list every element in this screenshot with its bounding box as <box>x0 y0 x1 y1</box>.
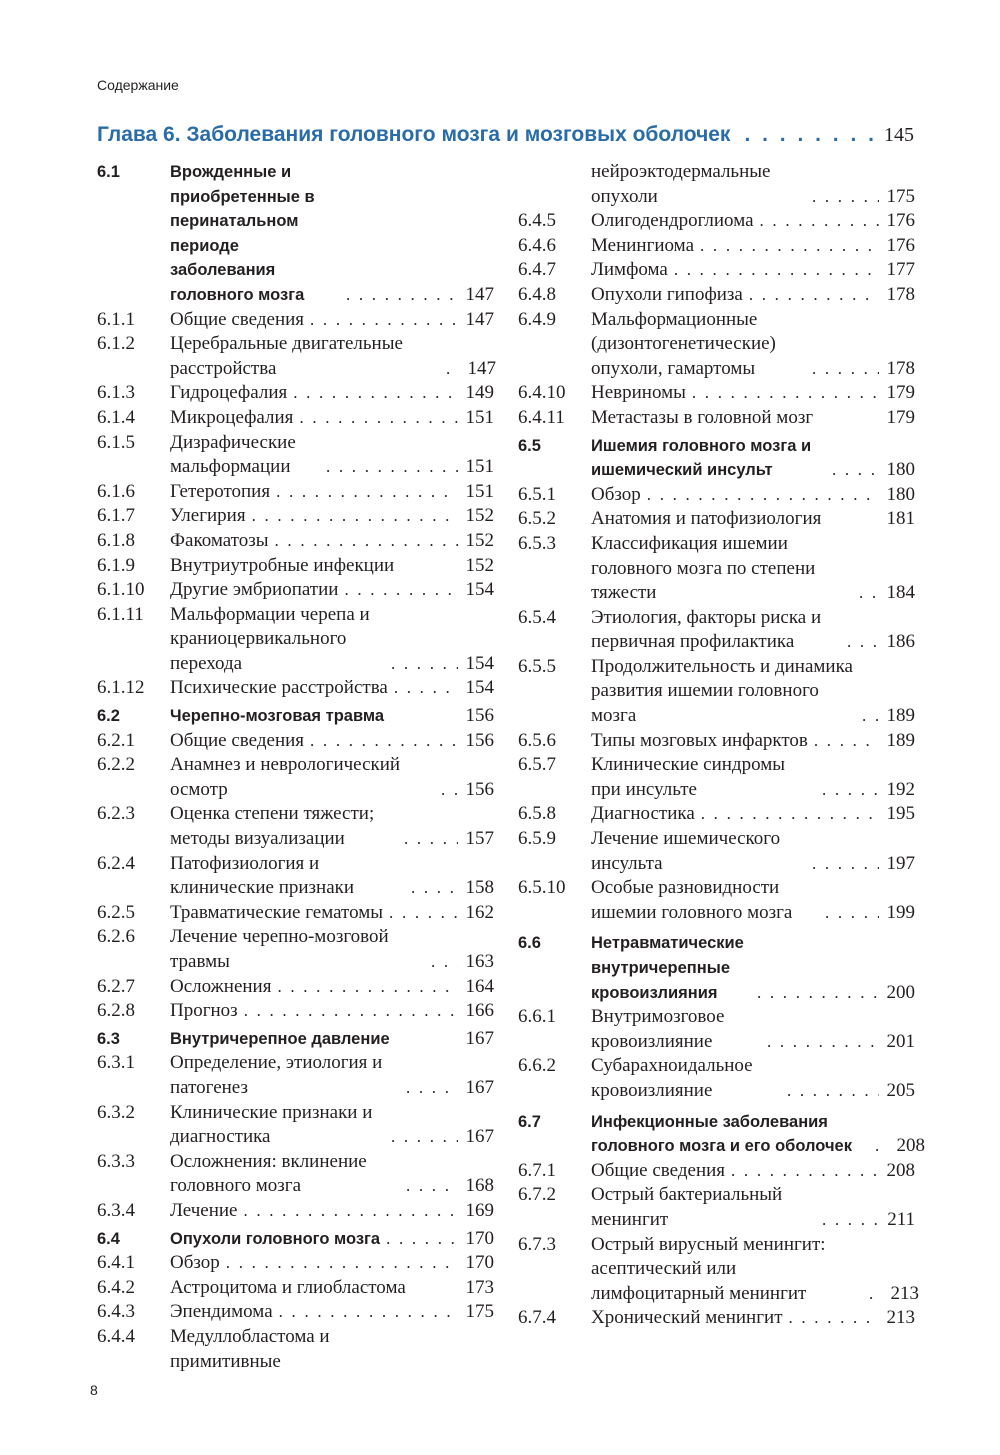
toc-title: Лечение ишемического инсульта <box>591 828 781 874</box>
toc-entry-continued[interactable] <box>518 160 915 209</box>
toc-entry[interactable] <box>518 258 915 283</box>
toc-title: Церебральные двигательные расстройства <box>170 333 403 379</box>
toc-section[interactable] <box>97 1027 494 1052</box>
toc-entry[interactable] <box>518 753 915 802</box>
chapter-leader <box>744 123 878 147</box>
toc-entry[interactable] <box>518 1005 915 1054</box>
toc-number: 6.1.12 <box>97 677 145 699</box>
toc-page: 175 <box>886 185 915 207</box>
toc-page: 201 <box>886 1030 915 1052</box>
toc-section[interactable] <box>518 434 915 483</box>
toc-number: 6.4.2 <box>97 1276 135 1298</box>
toc-number: 6.1.1 <box>97 308 135 330</box>
toc-title: Врожденные и приобретенные в перинатальном периоде заболевания головного мозга <box>170 163 315 304</box>
toc-number: 6.6.2 <box>518 1055 556 1077</box>
toc-number: 6.7.4 <box>518 1307 556 1329</box>
toc-entry[interactable] <box>518 507 915 532</box>
toc-title: Субарахноидальное кровоизлияние <box>591 1055 753 1101</box>
toc-entry[interactable] <box>518 876 915 925</box>
toc-column-right <box>518 160 925 1331</box>
toc-number: 6.4.1 <box>97 1252 135 1274</box>
toc-page: 180 <box>886 483 915 505</box>
toc-entry[interactable] <box>97 975 494 1000</box>
toc-entry[interactable] <box>97 1300 494 1325</box>
toc-title: Продолжительность и динамика развития ишемии головного мозга <box>591 655 853 727</box>
toc-page: 176 <box>886 210 915 232</box>
toc-entry[interactable] <box>97 852 494 901</box>
toc-page: 176 <box>886 234 915 256</box>
toc-page: 189 <box>886 705 915 727</box>
toc-number: 6.7 <box>518 1112 541 1131</box>
toc-title: Осложнения <box>170 975 272 997</box>
chapter-page: 145 <box>884 124 914 146</box>
toc-entry[interactable] <box>97 1199 494 1224</box>
toc-title: Внутричерепное давление <box>170 1029 390 1048</box>
toc-page: 157 <box>465 828 494 850</box>
toc-page: 167 <box>465 1027 494 1049</box>
toc-number: 6.2 <box>97 707 120 726</box>
toc-entry[interactable] <box>97 406 494 431</box>
toc-title: Гидроцефалия <box>170 382 288 404</box>
toc-title: Невриномы <box>591 382 686 404</box>
toc-number: 6.1.8 <box>97 529 135 551</box>
toc-entry[interactable] <box>97 504 494 529</box>
toc-page: 152 <box>465 554 494 576</box>
toc-page: 181 <box>886 508 915 530</box>
toc-page: 208 <box>886 1159 915 1181</box>
toc-page: 180 <box>886 459 915 481</box>
toc-page: 154 <box>465 677 494 699</box>
toc-number: 6.6.1 <box>518 1006 556 1028</box>
toc-page: 152 <box>465 505 494 527</box>
toc-page: 184 <box>886 582 915 604</box>
toc-entry[interactable] <box>518 655 915 729</box>
toc-entry[interactable] <box>97 332 494 381</box>
toc-page: 179 <box>886 382 915 404</box>
toc-number: 6.2.7 <box>97 975 135 997</box>
toc-title: Особые разновидности ишемии головного мозга <box>591 877 793 923</box>
toc-page: 156 <box>465 705 494 727</box>
toc-entry[interactable] <box>97 1325 494 1374</box>
toc-entry[interactable] <box>518 381 915 406</box>
toc-page: 156 <box>465 729 494 751</box>
toc-number: 6.1.5 <box>97 431 135 453</box>
toc-number: 6.7.2 <box>518 1184 556 1206</box>
toc-title: Клинические признаки и диагностика <box>170 1101 373 1148</box>
toc-number: 6.4.3 <box>97 1301 135 1323</box>
toc-page: 151 <box>465 406 494 428</box>
toc-page: 169 <box>465 1199 494 1221</box>
toc-page: 152 <box>465 529 494 551</box>
toc-number: 6.2.5 <box>97 901 135 923</box>
toc-title: Хронический менингит <box>591 1307 783 1329</box>
toc-title: Дизрафические мальформации <box>170 431 296 478</box>
toc-page: 178 <box>886 283 915 305</box>
toc-number: 6.1 <box>97 163 120 181</box>
toc-title: Нетравматические внутричерепные кровоизлияния <box>591 934 744 1002</box>
toc-entry[interactable] <box>518 532 915 606</box>
toc-title: Этиология, факторы риска и первичная профилактика <box>591 606 822 653</box>
toc-title: Опухоли гипофиза <box>591 283 743 305</box>
toc-entry[interactable] <box>518 1054 915 1103</box>
toc-number: 6.4.7 <box>518 259 556 281</box>
toc-title: Анамнез и неврологический осмотр <box>170 754 401 800</box>
toc-title: Олигодендроглиома <box>591 210 754 232</box>
toc-page: 151 <box>465 456 494 478</box>
toc-page: 156 <box>465 778 494 800</box>
toc-number: 6.5.9 <box>518 828 556 850</box>
toc-title: Лимфома <box>591 259 668 281</box>
toc-entry[interactable] <box>97 529 494 554</box>
toc-title: Психические расстройства <box>170 677 388 699</box>
toc-page: 197 <box>886 852 915 874</box>
toc-page: 167 <box>465 1126 494 1148</box>
toc-number: 6.4 <box>97 1229 120 1248</box>
toc-page: 186 <box>886 631 915 653</box>
toc-number: 6.4.11 <box>518 406 565 428</box>
toc-entry[interactable] <box>518 1233 919 1307</box>
toc-entry[interactable] <box>518 606 915 655</box>
toc-page: 211 <box>887 1208 915 1230</box>
toc-page: 149 <box>465 382 494 404</box>
toc-number: 6.1.7 <box>97 505 135 527</box>
toc-title: Внутримозговое кровоизлияние <box>591 1006 725 1052</box>
toc-page: 166 <box>465 1000 494 1022</box>
toc-entry[interactable] <box>97 999 494 1024</box>
toc-section[interactable] <box>97 1227 494 1252</box>
toc-number: 6.5 <box>518 436 541 455</box>
toc-page: 158 <box>465 877 494 899</box>
toc-entry[interactable] <box>518 308 915 382</box>
toc-number: 6.4.8 <box>518 283 556 305</box>
toc-title: Факоматозы <box>170 529 269 551</box>
toc-entry[interactable] <box>97 381 494 406</box>
toc-page: 192 <box>886 778 915 800</box>
toc-number: 6.4.9 <box>518 308 556 330</box>
toc-entry[interactable] <box>518 729 915 754</box>
toc-page: 147 <box>465 308 494 330</box>
toc-entry[interactable] <box>518 1159 915 1184</box>
toc-page: 167 <box>465 1076 494 1098</box>
toc-entry[interactable] <box>518 1306 915 1331</box>
toc-entry[interactable] <box>97 1276 494 1301</box>
toc-page: 147 <box>465 283 494 305</box>
toc-section[interactable] <box>97 704 494 729</box>
toc-title: Острый вирусный менингит: асептический или лимфоцитарный менингит <box>591 1233 826 1304</box>
toc-entry[interactable] <box>518 802 915 827</box>
toc-title: Общие сведения <box>170 729 305 751</box>
toc-entry[interactable] <box>97 925 494 974</box>
toc-page: 189 <box>886 729 915 751</box>
toc-entry[interactable] <box>97 1051 494 1100</box>
toc-title: Оценка степени тяжести; методы визуализации <box>170 803 375 850</box>
toc-title: Типы мозговых инфарктов <box>591 729 808 751</box>
toc-number: 6.7.1 <box>518 1159 556 1181</box>
toc-title: Мальформации черепа и краниоцервикального перехода <box>170 603 370 674</box>
chapter-title: Глава 6. Заболевания головного мозга и мозговых оболочек <box>97 123 731 146</box>
toc-title: Обзор <box>170 1252 220 1274</box>
toc-title: Микроцефалия <box>170 406 294 428</box>
toc-title: нейроэктодермальные опухоли <box>591 161 771 207</box>
toc-number: 6.1.6 <box>97 480 135 502</box>
toc-entry[interactable] <box>97 1251 494 1276</box>
toc-title: Клинические синдромы при инсульте <box>591 754 785 800</box>
toc-number: 6.5.6 <box>518 729 556 751</box>
toc-title: Лечение черепно-мозговой травмы <box>170 926 389 972</box>
toc-entry[interactable] <box>518 283 915 308</box>
toc-title: Другие эмбриопатии <box>170 579 339 601</box>
toc-entry[interactable] <box>97 676 494 701</box>
toc-entry[interactable] <box>97 308 494 333</box>
toc-number: 6.2.6 <box>97 926 135 948</box>
toc-title: Мальформационные (дизонтогенетические) опухоли, гамартомы <box>591 308 776 379</box>
toc-entry[interactable] <box>97 480 494 505</box>
toc-title: Опухоли головного мозга <box>170 1229 381 1248</box>
toc-number: 6.5.5 <box>518 655 556 677</box>
toc-page: 213 <box>890 1282 919 1304</box>
toc-title: Обзор <box>591 483 641 505</box>
toc-number: 6.2.4 <box>97 852 135 874</box>
toc-number: 6.5.3 <box>518 532 556 554</box>
toc-number: 6.1.11 <box>97 603 144 625</box>
toc-entry[interactable] <box>97 603 494 677</box>
toc-entry[interactable] <box>97 578 494 603</box>
toc-entry[interactable] <box>97 901 494 926</box>
toc-page: 178 <box>886 357 915 379</box>
toc-page: 179 <box>886 406 915 428</box>
page-number: 8 <box>90 1382 98 1398</box>
toc-number: 6.4.10 <box>518 382 566 404</box>
toc-number: 6.3.3 <box>97 1150 135 1172</box>
toc-title: Улегирия <box>170 505 246 527</box>
toc-title: Эпендимома <box>170 1301 273 1323</box>
toc-section[interactable] <box>97 160 494 308</box>
toc-page: 170 <box>465 1227 494 1249</box>
toc-title: Патофизиология и клинические признаки <box>170 852 355 899</box>
toc-page: 163 <box>465 951 494 972</box>
toc-number: 6.4.6 <box>518 234 556 256</box>
toc-page: 154 <box>465 652 494 674</box>
toc-number: 6.3 <box>97 1029 120 1048</box>
toc-section[interactable] <box>518 931 915 1005</box>
toc-title: Астроцитома и глиобластома <box>170 1276 406 1298</box>
toc-number: 6.5.8 <box>518 803 556 825</box>
toc-page: 208 <box>896 1135 925 1157</box>
toc-entry[interactable] <box>518 1183 915 1232</box>
toc-page: 147 <box>467 357 496 379</box>
toc-title: Черепно-мозговая травма <box>170 707 385 726</box>
toc-number: 6.5.10 <box>518 877 566 899</box>
toc-page: 162 <box>465 901 494 923</box>
toc-number: 6.1.2 <box>97 333 135 355</box>
toc-title: Классификация ишемии головного мозга по степени тяжести <box>591 532 816 604</box>
toc-column-left <box>97 160 494 1374</box>
toc-title: Общие сведения <box>170 308 305 330</box>
toc-entry[interactable] <box>518 827 915 876</box>
toc-number: 6.1.10 <box>97 579 145 601</box>
toc-page: 213 <box>886 1307 915 1329</box>
toc-page: 170 <box>465 1252 494 1274</box>
toc-title: Диагностика <box>591 803 695 825</box>
toc-number: 6.4.5 <box>518 210 556 232</box>
toc-entry[interactable] <box>97 554 494 579</box>
toc-number: 6.2.3 <box>97 803 135 825</box>
toc-title: Внутриутробные инфекции <box>170 554 395 576</box>
toc-title: Метастазы в головной мозг <box>591 406 814 428</box>
toc-page: 195 <box>886 803 915 825</box>
toc-page: 168 <box>465 1175 494 1197</box>
toc-page: 173 <box>465 1276 494 1298</box>
toc-title: Прогноз <box>170 1000 238 1022</box>
toc-entry[interactable] <box>518 234 915 259</box>
toc-entry[interactable] <box>97 431 494 480</box>
toc-number: 6.5.7 <box>518 754 556 776</box>
toc-page: 177 <box>886 259 915 281</box>
toc-title: Ишемия головного мозга и ишемический инсульт <box>591 436 812 480</box>
toc-title: Гетеротопия <box>170 480 271 502</box>
toc-title: Анатомия и патофизиология <box>591 508 822 530</box>
toc-entry[interactable] <box>97 753 494 802</box>
toc-number: 6.7.3 <box>518 1233 556 1255</box>
toc-number: 6.2.1 <box>97 729 135 751</box>
toc-number: 6.1.4 <box>97 406 135 428</box>
toc-number: 6.6 <box>518 934 541 953</box>
toc-entry[interactable] <box>518 406 915 431</box>
chapter-heading[interactable] <box>97 123 914 153</box>
toc-page: 154 <box>465 579 494 601</box>
toc-number: 6.4.4 <box>97 1325 135 1347</box>
toc-page: 175 <box>465 1301 494 1323</box>
toc-number: 6.3.2 <box>97 1101 135 1123</box>
toc-entry[interactable] <box>97 729 494 754</box>
toc-page: 199 <box>886 901 915 923</box>
toc-number: 6.3.4 <box>97 1199 135 1221</box>
toc-number: 6.3.1 <box>97 1052 135 1074</box>
toc-number: 6.5.1 <box>518 483 556 505</box>
toc-title: Менингиома <box>591 234 695 256</box>
toc-page: 205 <box>886 1079 915 1101</box>
toc-number: 6.5.2 <box>518 508 556 530</box>
running-head: Содержание <box>97 77 179 93</box>
toc-number: 6.1.9 <box>97 554 135 576</box>
toc-title: Острый бактериальный менингит <box>591 1184 783 1230</box>
toc-number: 6.5.4 <box>518 606 556 628</box>
toc-page: 164 <box>465 975 494 997</box>
toc-entry[interactable] <box>518 209 915 234</box>
toc-number: 6.2.8 <box>97 1000 135 1022</box>
toc-title: Осложнения: вклинение головного мозга <box>170 1150 367 1197</box>
toc-section[interactable] <box>518 1110 925 1159</box>
toc-entry[interactable] <box>97 802 494 851</box>
toc-entry[interactable] <box>97 1150 494 1199</box>
toc-title: Медуллобластома и примитивные <box>170 1325 330 1372</box>
toc-title: Общие сведения <box>591 1159 726 1181</box>
toc-title: Травматические гематомы <box>170 901 384 923</box>
toc-number: 6.1.3 <box>97 382 135 404</box>
toc-number: 6.2.2 <box>97 754 135 776</box>
toc-title: Лечение <box>170 1199 238 1221</box>
toc-page: 200 <box>886 981 915 1003</box>
toc-page: 151 <box>465 480 494 502</box>
toc-title: Определение, этиология и патогенез <box>170 1052 383 1098</box>
toc-entry[interactable] <box>518 483 915 508</box>
toc-title: Инфекционные заболевания головного мозга и его оболочек <box>591 1112 852 1156</box>
toc-entry[interactable] <box>97 1101 494 1150</box>
